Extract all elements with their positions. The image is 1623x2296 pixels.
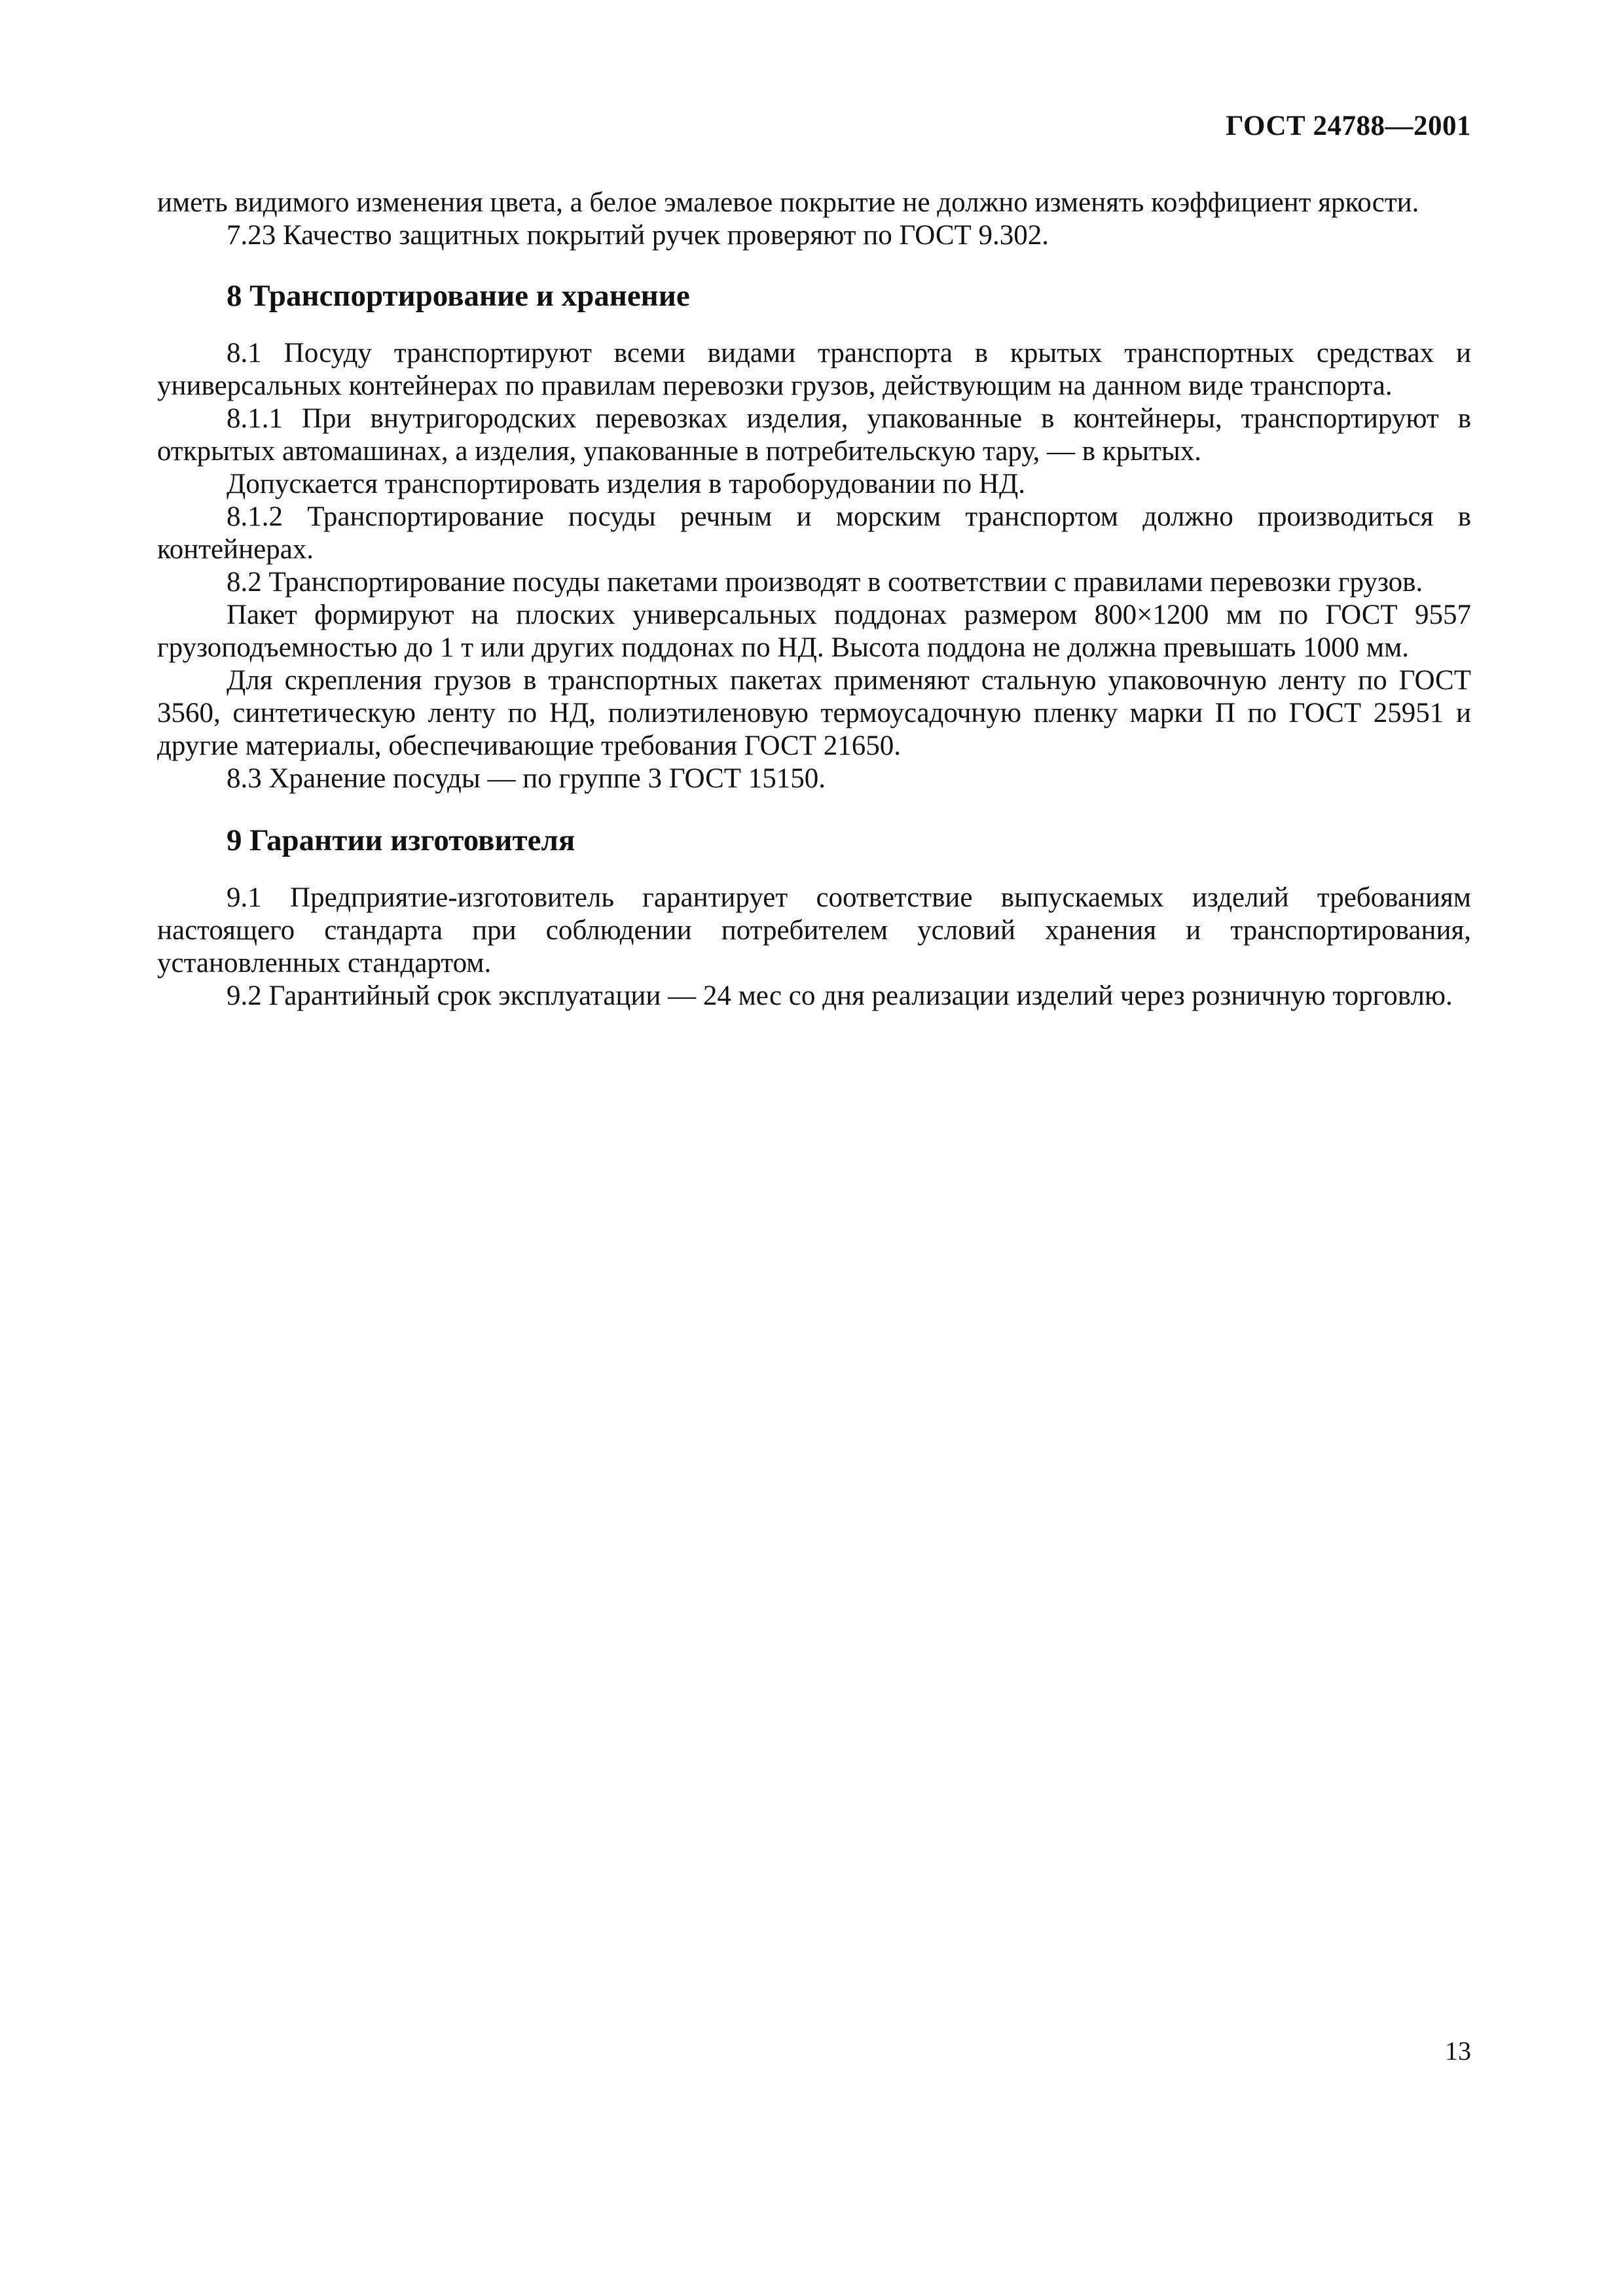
clause-8-3: 8.3 Хранение посуды — по группе 3 ГОСТ 15150. [227,763,826,794]
clause-8-1-1-allowance: Допускается транспортировать изделия в тароборудовании по НД. [227,469,1025,499]
page-number: 13 [1445,2036,1471,2066]
document-code-header: ГОСТ 24788—2001 [1226,111,1471,141]
clause-8-1: 8.1 Посуду транспортируют всеми видами транспорта в крытых транспортных средствах и универсальных контейнерах по правилам перевозки грузов, действующим на данном виде транспорта. [157,338,1471,401]
clause-8-1-1: 8.1.1 При внутригородских перевозках изделия, упакованные в контейнеры, транспортируют в открытых автомашинах, а изделия, упакованные в потребительскую тару, — в крытых. [157,403,1471,467]
section-9-title: 9 Гарантии изготовителя [227,823,575,857]
clause-8-2-packet: Пакет формируют на плоских универсальных поддонах размером 800×1200 мм по ГОСТ 9557 грузоподъемностью до 1 т или других поддонах по НД. Высота поддона не должна превышать 1000 мм. [157,600,1471,663]
document-body [157,187,1471,1013]
clause-8-2: 8.2 Транспортирование посуды пакетами производят в соответствии с правилами перевозки грузов. [227,567,1423,598]
clause-9-1: 9.1 Предприятие-изготовитель гарантирует соответствие выпускаемых изделий требованиям настоящего стандарта при соблюдении потребителем условий хранения и транспортирования, установленных стандартом. [157,882,1471,978]
section-8-title: 8 Транспортирование и хранение [227,279,690,313]
continuation-paragraph: иметь видимого изменения цвета, а белое эмалевое покрытие не должно изменять коэффициент яркости. [157,187,1419,218]
clause-9-2: 9.2 Гарантийный срок эксплуатации — 24 мес со дня реализации изделий через розничную торговлю. [227,980,1453,1011]
clause-8-2-fastening: Для скрепления грузов в транспортных пакетах применяют стальную упаковочную ленту по ГОСТ 3560, синтетическую ленту по НД, полиэтиленовую термоусадочную пленку марки П по ГОСТ 25951 и другие материалы, обеспечивающие требования ГОСТ 21650. [157,665,1471,761]
clause-8-1-2: 8.1.2 Транспортирование посуды речным и морским транспортом должно производиться в контейнерах. [157,501,1471,565]
clause-7-23: 7.23 Качество защитных покрытий ручек проверяют по ГОСТ 9.302. [227,220,1049,251]
